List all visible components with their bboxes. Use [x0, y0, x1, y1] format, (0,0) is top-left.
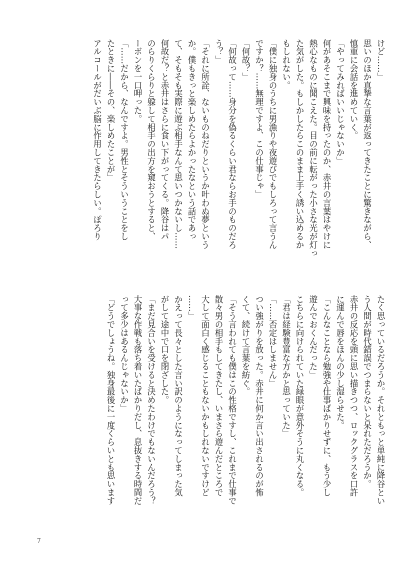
text-line: アルコールがだいぶ脳に作用してきたらしい。ぽろり	[92, 39, 103, 241]
text-line: 「こんなことなら勉強や仕事ばかりせずに、もう少し	[322, 295, 332, 497]
lower-text-block	[20, 295, 387, 514]
text-line: くて、続けて言葉を紡ぐ。	[241, 295, 251, 396]
text-line: 大事な作戦も落ち着いたばかりだし、息抜きする時間だ	[133, 295, 143, 505]
text-line: 「何故って……身分を偽るくらい君ならお手のものだろ	[227, 39, 238, 249]
text-line: って多少はあるんじゃないか」	[119, 295, 130, 413]
text-line: つい強がりを放った。赤井に何か言い出されるのが怖	[254, 295, 265, 497]
text-line: た気がした。もしかしたらこのまま上手く誘い込めるか	[295, 39, 305, 249]
text-line: ーボンを一口呷った。	[133, 39, 143, 123]
text-line: 「それに所詮、ないものねだりというか叶わぬ夢という	[200, 39, 211, 249]
text-line: う人間が時代錯誤でつまらないと呆れただろうか。	[362, 295, 373, 489]
text-line: う？」	[214, 39, 224, 65]
text-line: がして途中で口を閉ざした。	[160, 295, 170, 405]
text-line: 散々男の相手もしてきたし、いまさら遊んだところで	[214, 295, 224, 497]
upper-text-block	[20, 39, 387, 258]
text-line: 遊んでおくんだった」	[308, 295, 319, 379]
text-line: たく思っているだろうか。それともっと単純に降谷とい	[376, 295, 386, 505]
text-line: かえって長々とした言い訳のようになってしまった気	[173, 295, 184, 497]
text-line: て、そもそも実際に遊ぶ相手なんて思いつかないし……	[173, 39, 184, 249]
text-line: ……」	[187, 295, 197, 321]
text-line: 「何故？」	[241, 39, 251, 81]
text-line: 何があそこまで興味を持ったのか、赤井の言葉はやけに	[322, 39, 332, 249]
text-line: 「君は経験豊富な方かと思っていた」	[281, 295, 292, 438]
text-line: 「どうでしょうね。独身最後に一度くらいとも思います	[106, 295, 116, 505]
text-line: こちらに向けられていた緑眼が意外そうに丸くなる。	[295, 295, 305, 497]
text-line: 慎重に会話を進めていく。	[349, 39, 359, 140]
text-line: 「まだ見合いを受けると決めたわけでもないんだろう？	[146, 295, 157, 505]
text-line: たときに――その、楽しめたことが」	[106, 39, 116, 182]
text-line: 「僕に独身のうちに男漁りや夜遊びでもしろって言うん	[268, 39, 278, 249]
text-line: か。僕もきっと楽しめたらよかったなという話であっ	[187, 39, 197, 241]
text-line: 「……否定はしません」	[268, 295, 278, 388]
page-number: 7	[37, 538, 41, 545]
text-line: 熱心なものに聞こえた。目の前に転がった小さな光が灯っ	[308, 39, 319, 258]
text-line: 何故だ？と赤井はさらに食い下がってくる。降谷はパ	[160, 39, 170, 241]
text-line: に運んで唇をほんの少し湿らせた。	[335, 295, 346, 430]
text-line: 赤井の反応を頭に思い描きつつ、ロックグラスを口許	[349, 295, 359, 497]
text-line: のらりくらりと躱して相手の出方を窺おうとすると、	[146, 39, 157, 241]
text-line: 「そう言われても僕はこの性格ですし、これまで仕事で	[227, 295, 238, 505]
text-line: もしれない。	[281, 39, 292, 90]
text-line: けど……」	[376, 39, 386, 81]
text-line: 大して面白く感じることもないかもしれないですけど	[200, 295, 211, 497]
text-line: ですか？……無理ですよ、この仕事じゃ」	[254, 39, 265, 199]
text-line: 「やってみればいいじゃないか」	[335, 39, 346, 165]
text-line: 思いのほか真摯な言葉が返ってきたことに驚きながら、	[362, 39, 373, 249]
text-line: 「……だから、なんですよ。男性とそういうことをし	[119, 39, 130, 241]
